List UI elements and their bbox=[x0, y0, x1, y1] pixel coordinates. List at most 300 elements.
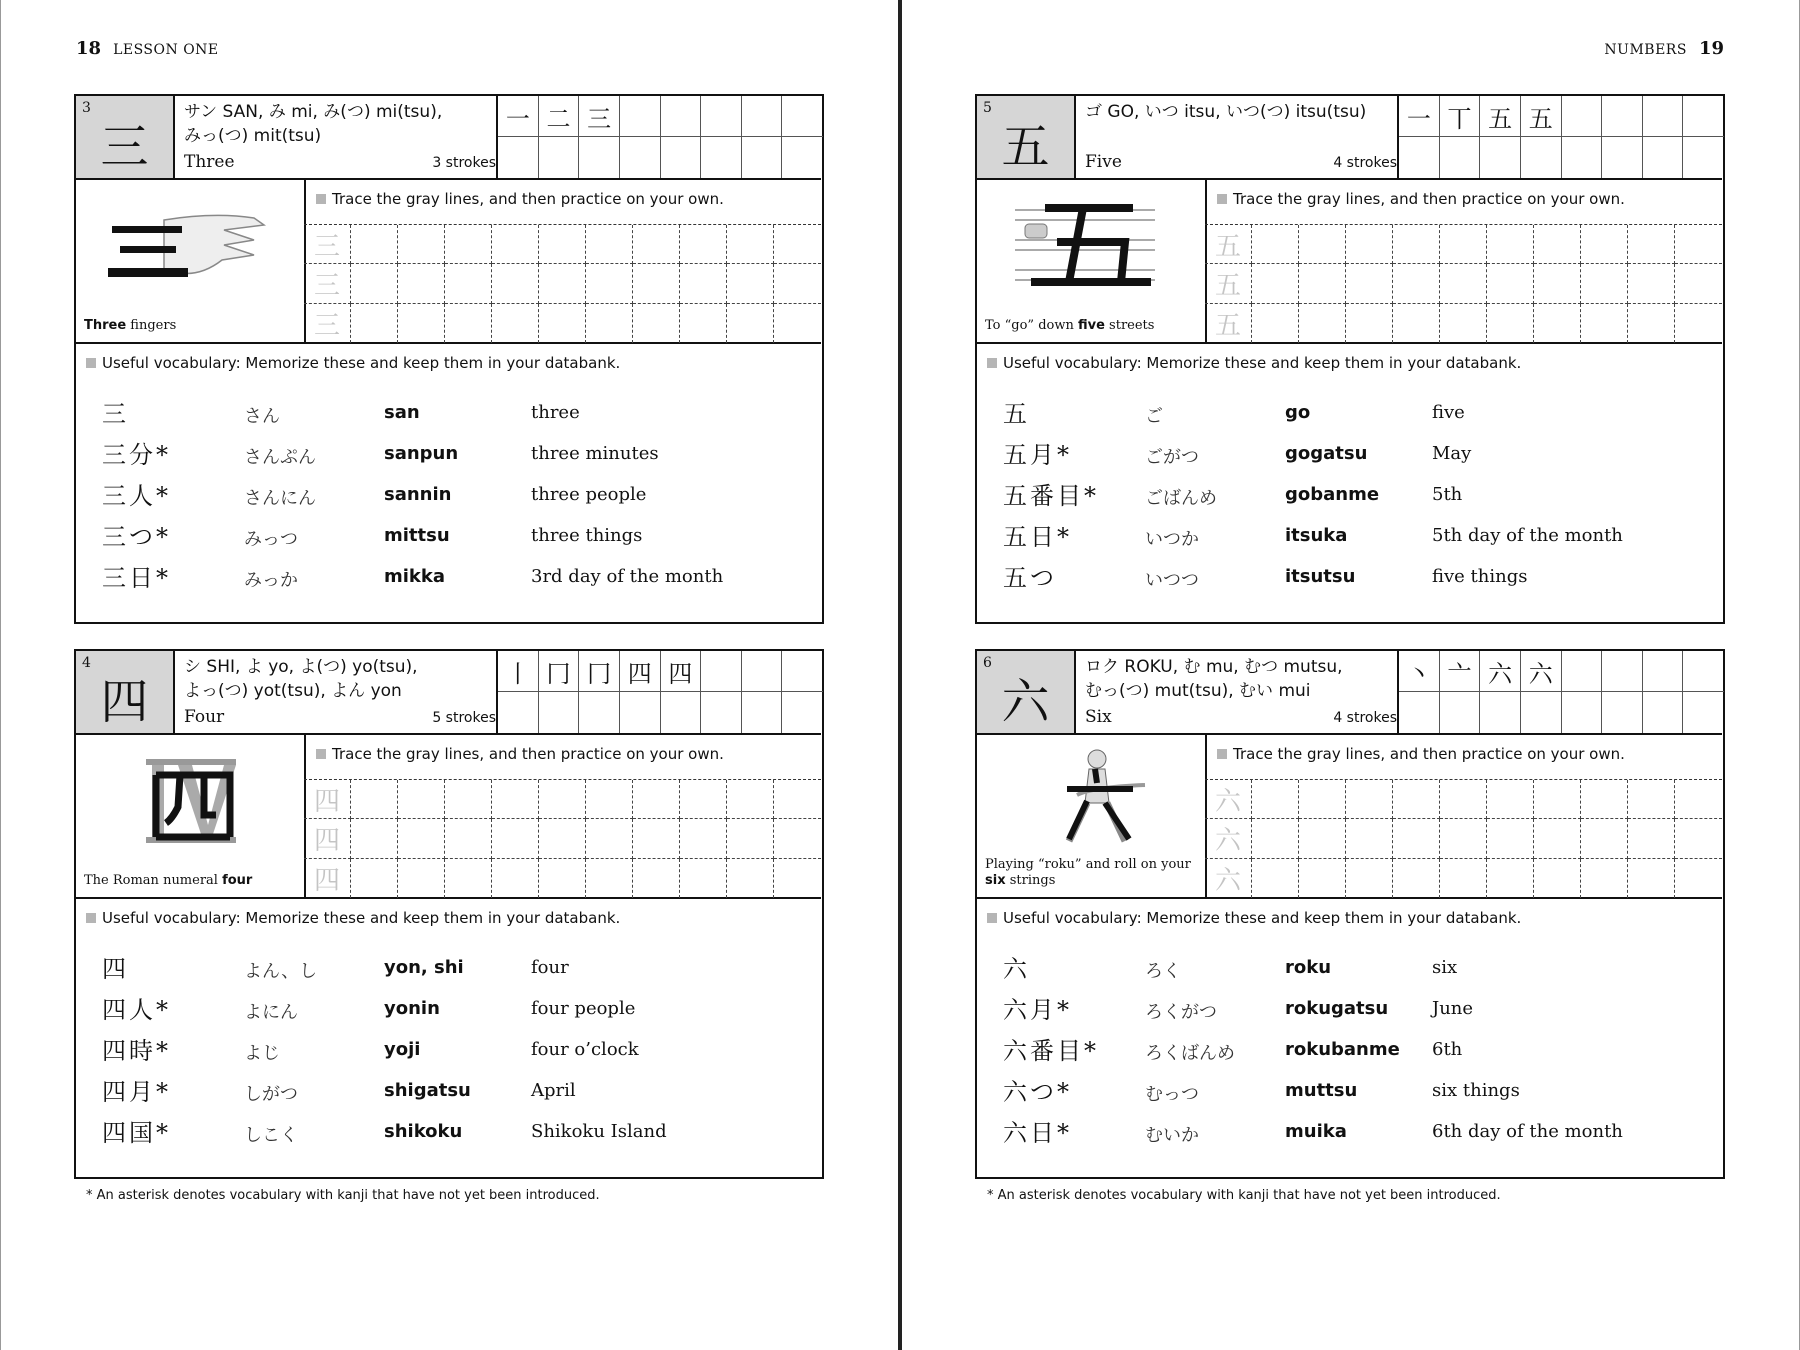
stroke-empty-cell bbox=[1521, 137, 1562, 178]
practice-cell[interactable] bbox=[727, 859, 774, 898]
practice-cell[interactable] bbox=[1346, 304, 1393, 343]
kanji-meaning: Three bbox=[184, 152, 235, 172]
vocab-kanji: 三日* bbox=[102, 564, 171, 592]
practice-cell[interactable] bbox=[1487, 859, 1534, 898]
bullet-square-icon bbox=[86, 913, 96, 923]
vocab-row bbox=[977, 476, 1722, 517]
stroke-empty-cell bbox=[742, 137, 783, 178]
practice-cell[interactable] bbox=[445, 264, 492, 303]
practice-cell[interactable] bbox=[1675, 780, 1722, 819]
practice-cell[interactable] bbox=[1252, 264, 1299, 303]
stroke-empty-cell bbox=[1683, 96, 1724, 137]
vocab-row bbox=[76, 476, 821, 517]
vocab-row bbox=[977, 517, 1722, 558]
stroke-step: 一 bbox=[498, 96, 539, 137]
stroke-empty-cell bbox=[620, 692, 661, 733]
practice-cell[interactable] bbox=[492, 780, 539, 819]
stroke-empty-cell bbox=[742, 96, 783, 137]
practice-cell[interactable] bbox=[1581, 304, 1628, 343]
practice-cell[interactable] bbox=[586, 264, 633, 303]
practice-cell[interactable] bbox=[1675, 304, 1722, 343]
kanji-character: 四 bbox=[100, 674, 149, 730]
practice-cell[interactable] bbox=[1581, 859, 1628, 898]
vocab-kanji: 四 bbox=[102, 955, 129, 983]
stroke-count: 4 strokes bbox=[1333, 155, 1397, 171]
practice-cell[interactable] bbox=[539, 304, 586, 343]
practice-cell[interactable] bbox=[1534, 819, 1581, 858]
stroke-empty-cell bbox=[1562, 692, 1603, 733]
stroke-empty-cell bbox=[1602, 137, 1643, 178]
stroke-empty-cell bbox=[782, 692, 823, 733]
practice-cell[interactable] bbox=[680, 819, 727, 858]
three-fingers-illustration bbox=[104, 190, 274, 300]
practice-cell[interactable] bbox=[1393, 859, 1440, 898]
vocab-english: three bbox=[531, 402, 580, 423]
vocab-kanji: 六 bbox=[1003, 955, 1030, 983]
stroke-empty-cell bbox=[1399, 692, 1440, 733]
vocab-romaji: sannin bbox=[384, 484, 452, 505]
trace-instructions bbox=[1217, 745, 1625, 763]
reading-line-1: ロク ROKU, む mu, むつ mutsu, bbox=[1085, 657, 1343, 677]
caption-text: streets bbox=[1104, 318, 1155, 333]
vocab-english: April bbox=[531, 1080, 576, 1101]
footnote: * An asterisk denotes vocabulary with kanji that have not yet been introduced. bbox=[987, 1188, 1501, 1203]
stroke-empty-cell bbox=[1562, 96, 1603, 137]
reading-line-2: むっ(つ) mut(tsu), むい mui bbox=[1085, 681, 1311, 701]
practice-cell[interactable] bbox=[1299, 264, 1346, 303]
practice-cell[interactable] bbox=[1675, 859, 1722, 898]
vocab-kanji: 四国* bbox=[102, 1119, 171, 1147]
stroke-empty-cell bbox=[1602, 651, 1643, 692]
vocabulary-heading bbox=[987, 909, 1521, 927]
vocab-romaji: shikoku bbox=[384, 1121, 463, 1142]
bullet-square-icon bbox=[987, 913, 997, 923]
practice-cell[interactable] bbox=[1628, 304, 1675, 343]
bullet-square-icon bbox=[316, 194, 326, 204]
vocab-row bbox=[977, 1031, 1722, 1072]
practice-cell[interactable] bbox=[1628, 859, 1675, 898]
practice-cell[interactable] bbox=[586, 780, 633, 819]
practice-cell[interactable] bbox=[586, 859, 633, 898]
stroke-order-grid bbox=[496, 651, 823, 733]
vocab-romaji: muttsu bbox=[1285, 1080, 1358, 1101]
practice-cell[interactable] bbox=[1628, 264, 1675, 303]
vocabulary-list bbox=[76, 394, 821, 599]
practice-cell[interactable] bbox=[586, 225, 633, 264]
kanji-meaning: Six bbox=[1085, 707, 1112, 727]
practice-cell[interactable] bbox=[351, 780, 398, 819]
trace-guide-cell[interactable]: 六 bbox=[1205, 859, 1252, 898]
stroke-empty-cell bbox=[539, 692, 580, 733]
practice-cell[interactable] bbox=[1487, 264, 1534, 303]
vocab-row bbox=[76, 990, 821, 1031]
practice-cell[interactable] bbox=[633, 304, 680, 343]
practice-cell[interactable] bbox=[1440, 225, 1487, 264]
practice-cell[interactable] bbox=[539, 225, 586, 264]
vocab-english: four people bbox=[531, 998, 636, 1019]
stroke-empty-cell bbox=[742, 692, 783, 733]
practice-cell[interactable] bbox=[351, 225, 398, 264]
reading-line-1: サン SAN, み mi, み(つ) mi(tsu), bbox=[184, 102, 443, 122]
vocab-romaji: gogatsu bbox=[1285, 443, 1368, 464]
vocabulary-heading bbox=[86, 354, 620, 372]
practice-cell[interactable] bbox=[633, 780, 680, 819]
stroke-empty-cell bbox=[701, 137, 742, 178]
practice-cell[interactable] bbox=[1675, 225, 1722, 264]
mnemonic-caption bbox=[985, 857, 1200, 889]
practice-cell[interactable] bbox=[1299, 859, 1346, 898]
practice-cell[interactable] bbox=[492, 225, 539, 264]
mnemonic-panel bbox=[76, 178, 306, 342]
stroke-step: 一 bbox=[1399, 96, 1440, 137]
practice-cell[interactable] bbox=[1252, 304, 1299, 343]
kanji-character: 三 bbox=[100, 119, 149, 175]
practice-cell[interactable] bbox=[351, 304, 398, 343]
practice-cell[interactable] bbox=[1675, 819, 1722, 858]
trace-guide-cell[interactable]: 三 bbox=[304, 225, 351, 264]
roman-numeral-four-illustration bbox=[104, 745, 274, 855]
page-title: LESSON ONE bbox=[113, 42, 219, 58]
caption-text: The Roman numeral bbox=[84, 873, 223, 888]
vocab-kana: ろくばんめ bbox=[1145, 1043, 1235, 1064]
stroke-empty-cell bbox=[1480, 137, 1521, 178]
vocab-english: four o’clock bbox=[531, 1039, 639, 1060]
vocab-row bbox=[977, 990, 1722, 1031]
vocab-kana: むっつ bbox=[1145, 1084, 1199, 1105]
vocabulary-heading-text: Useful vocabulary: Memorize these and keep them in your databank. bbox=[102, 909, 621, 927]
vocab-kana: ご bbox=[1145, 406, 1163, 427]
practice-cell[interactable] bbox=[1487, 225, 1534, 264]
vocab-kanji: 六月* bbox=[1003, 996, 1072, 1024]
practice-cell[interactable] bbox=[680, 859, 727, 898]
caption-keyword: five bbox=[1077, 318, 1105, 333]
practice-cell[interactable] bbox=[351, 859, 398, 898]
stroke-empty-cell bbox=[1480, 692, 1521, 733]
vocab-kana: しがつ bbox=[244, 1084, 298, 1105]
practice-cell[interactable] bbox=[351, 819, 398, 858]
tracing-grid bbox=[1205, 779, 1722, 898]
practice-cell[interactable] bbox=[445, 225, 492, 264]
practice-cell[interactable] bbox=[1534, 225, 1581, 264]
vocab-english: 3rd day of the month bbox=[531, 566, 724, 587]
vocab-romaji: san bbox=[384, 402, 420, 423]
practice-cell[interactable] bbox=[1299, 819, 1346, 858]
trace-guide-cell[interactable]: 六 bbox=[1205, 780, 1252, 819]
vocab-english: three things bbox=[531, 525, 643, 546]
practice-cell[interactable] bbox=[492, 859, 539, 898]
mnemonic-panel bbox=[977, 733, 1207, 897]
stroke-empty-cell bbox=[661, 96, 702, 137]
card-header bbox=[977, 96, 1722, 180]
practice-cell[interactable] bbox=[1534, 304, 1581, 343]
practice-cell[interactable] bbox=[398, 780, 445, 819]
practice-cell[interactable] bbox=[1346, 780, 1393, 819]
kanji-box bbox=[977, 96, 1076, 178]
trace-guide-cell[interactable]: 四 bbox=[304, 819, 351, 858]
vocab-english: six things bbox=[1432, 1080, 1520, 1101]
practice-cell[interactable] bbox=[539, 264, 586, 303]
practice-cell[interactable] bbox=[1440, 859, 1487, 898]
vocab-kanji: 五 bbox=[1003, 400, 1030, 428]
practice-cell[interactable] bbox=[445, 304, 492, 343]
vocab-kana: みっか bbox=[244, 570, 298, 591]
vocab-kanji: 五月* bbox=[1003, 441, 1072, 469]
vocabulary-section bbox=[76, 897, 821, 1177]
practice-cell[interactable] bbox=[1487, 819, 1534, 858]
vocab-row bbox=[977, 1072, 1722, 1113]
vocab-kanji: 六番目* bbox=[1003, 1037, 1099, 1065]
practice-cell[interactable] bbox=[1581, 225, 1628, 264]
practice-cell[interactable] bbox=[492, 264, 539, 303]
vocab-kanji: 三分* bbox=[102, 441, 171, 469]
practice-cell[interactable] bbox=[1299, 304, 1346, 343]
stroke-empty-cell bbox=[1440, 137, 1481, 178]
vocab-row bbox=[76, 517, 821, 558]
tracing-grid bbox=[304, 224, 821, 343]
stroke-empty-cell bbox=[661, 692, 702, 733]
vocabulary-heading-text: Useful vocabulary: Memorize these and keep them in your databank. bbox=[1003, 909, 1522, 927]
practice-cell[interactable] bbox=[1346, 225, 1393, 264]
practice-cell[interactable] bbox=[1252, 819, 1299, 858]
stroke-step: 五 bbox=[1521, 96, 1562, 137]
vocab-kanji: 六つ* bbox=[1003, 1078, 1072, 1106]
practice-cell[interactable] bbox=[1346, 819, 1393, 858]
vocab-english: June bbox=[1432, 998, 1474, 1019]
practice-cell[interactable] bbox=[680, 225, 727, 264]
vocab-kanji: 四人* bbox=[102, 996, 171, 1024]
vocab-english: Shikoku Island bbox=[531, 1121, 667, 1142]
stroke-empty-cell bbox=[579, 137, 620, 178]
practice-cell[interactable] bbox=[1393, 780, 1440, 819]
caption-keyword: six bbox=[985, 873, 1006, 888]
practice-cell[interactable] bbox=[539, 819, 586, 858]
stroke-empty-cell bbox=[782, 651, 823, 692]
practice-cell[interactable] bbox=[774, 304, 821, 343]
stroke-empty-cell bbox=[1643, 651, 1684, 692]
practice-cell[interactable] bbox=[1346, 859, 1393, 898]
trace-guide-cell[interactable]: 五 bbox=[1205, 225, 1252, 264]
trace-guide-cell[interactable]: 四 bbox=[304, 780, 351, 819]
practice-cell[interactable] bbox=[1487, 780, 1534, 819]
practice-cell[interactable] bbox=[1534, 264, 1581, 303]
practice-cell[interactable] bbox=[1393, 225, 1440, 264]
trace-guide-cell[interactable]: 六 bbox=[1205, 819, 1252, 858]
practice-cell[interactable] bbox=[492, 819, 539, 858]
practice-cell[interactable] bbox=[398, 819, 445, 858]
vocab-english: 5th bbox=[1432, 484, 1463, 505]
practice-cell[interactable] bbox=[1299, 225, 1346, 264]
practice-cell[interactable] bbox=[1440, 264, 1487, 303]
stroke-empty-cell bbox=[1643, 692, 1684, 733]
practice-cell[interactable] bbox=[398, 264, 445, 303]
practice-cell[interactable] bbox=[1299, 780, 1346, 819]
bullet-square-icon bbox=[316, 749, 326, 759]
reading-line-1: ゴ GO, いつ itsu, いつ(つ) itsu(tsu) bbox=[1085, 102, 1367, 122]
vocabulary-heading-text: Useful vocabulary: Memorize these and keep them in your databank. bbox=[1003, 354, 1522, 372]
stroke-empty-cell bbox=[1643, 96, 1684, 137]
vocab-english: four bbox=[531, 957, 569, 978]
practice-cell[interactable] bbox=[1393, 264, 1440, 303]
stroke-empty-cell bbox=[782, 137, 823, 178]
stroke-empty-cell bbox=[1521, 692, 1562, 733]
card-header bbox=[977, 651, 1722, 735]
practice-cell[interactable] bbox=[633, 264, 680, 303]
practice-cell[interactable] bbox=[539, 859, 586, 898]
practice-cell[interactable] bbox=[1346, 264, 1393, 303]
practice-cell[interactable] bbox=[1440, 304, 1487, 343]
vocab-romaji: yon, shi bbox=[384, 957, 464, 978]
practice-cell[interactable] bbox=[1252, 225, 1299, 264]
vocab-english: 6th day of the month bbox=[1432, 1121, 1623, 1142]
practice-cell[interactable] bbox=[539, 780, 586, 819]
vocab-english: 5th day of the month bbox=[1432, 525, 1623, 546]
practice-cell[interactable] bbox=[774, 225, 821, 264]
trace-guide-cell[interactable]: 三 bbox=[304, 304, 351, 343]
vocab-kanji: 五日* bbox=[1003, 523, 1072, 551]
stroke-empty-cell bbox=[742, 651, 783, 692]
vocabulary-section bbox=[977, 342, 1722, 622]
practice-cell[interactable] bbox=[1252, 859, 1299, 898]
vocab-english: three minutes bbox=[531, 443, 659, 464]
stroke-empty-cell bbox=[1643, 137, 1684, 178]
vocab-row bbox=[977, 949, 1722, 990]
kanji-character: 六 bbox=[1001, 674, 1050, 730]
practice-cell[interactable] bbox=[774, 264, 821, 303]
mnemonic-panel bbox=[977, 178, 1207, 342]
page-number: 18 bbox=[76, 38, 102, 59]
practice-cell[interactable] bbox=[1628, 819, 1675, 858]
vocab-row bbox=[977, 558, 1722, 599]
trace-guide-cell[interactable]: 三 bbox=[304, 264, 351, 303]
practice-cell[interactable] bbox=[1440, 780, 1487, 819]
practice-cell[interactable] bbox=[1581, 264, 1628, 303]
practice-cell[interactable] bbox=[633, 225, 680, 264]
left-page bbox=[0, 0, 898, 1350]
practice-cell[interactable] bbox=[445, 859, 492, 898]
practice-cell[interactable] bbox=[727, 819, 774, 858]
vocab-kana: ろく bbox=[1145, 961, 1181, 982]
trace-instructions bbox=[316, 745, 724, 763]
practice-cell[interactable] bbox=[633, 859, 680, 898]
practice-cell[interactable] bbox=[1440, 819, 1487, 858]
practice-cell[interactable] bbox=[1581, 780, 1628, 819]
practice-cell[interactable] bbox=[680, 264, 727, 303]
card-header bbox=[76, 96, 821, 180]
kanji-number: 4 bbox=[82, 655, 91, 671]
practice-cell[interactable] bbox=[586, 304, 633, 343]
tracing-grid bbox=[304, 779, 821, 898]
stroke-empty-cell bbox=[620, 96, 661, 137]
practice-cell[interactable] bbox=[398, 859, 445, 898]
vocab-kana: ろくがつ bbox=[1145, 1002, 1217, 1023]
stroke-order-grid bbox=[496, 96, 823, 178]
vocabulary-section bbox=[977, 897, 1722, 1177]
practice-cell[interactable] bbox=[1581, 819, 1628, 858]
practice-cell[interactable] bbox=[680, 780, 727, 819]
stroke-step: 二 bbox=[539, 96, 580, 137]
vocab-row bbox=[76, 558, 821, 599]
vocab-kanji: 三人* bbox=[102, 482, 171, 510]
vocab-romaji: muika bbox=[1285, 1121, 1347, 1142]
page-header bbox=[76, 38, 219, 59]
page-number: 19 bbox=[1698, 38, 1724, 59]
stroke-step: 丨 bbox=[498, 651, 539, 692]
practice-cell[interactable] bbox=[680, 304, 727, 343]
practice-cell[interactable] bbox=[1393, 304, 1440, 343]
mnemonic-caption bbox=[985, 318, 1200, 334]
practice-cell[interactable] bbox=[727, 304, 774, 343]
stroke-step: 三 bbox=[579, 96, 620, 137]
bullet-square-icon bbox=[987, 358, 997, 368]
stroke-step: 亠 bbox=[1440, 651, 1481, 692]
practice-cell[interactable] bbox=[774, 859, 821, 898]
caption-text: strings bbox=[1005, 873, 1056, 888]
practice-cell[interactable] bbox=[1487, 304, 1534, 343]
vocab-kanji: 六日* bbox=[1003, 1119, 1072, 1147]
practice-cell[interactable] bbox=[727, 225, 774, 264]
practice-cell[interactable] bbox=[1628, 780, 1675, 819]
practice-cell[interactable] bbox=[492, 304, 539, 343]
stroke-empty-cell bbox=[1683, 692, 1724, 733]
practice-cell[interactable] bbox=[445, 819, 492, 858]
practice-cell[interactable] bbox=[774, 819, 821, 858]
caption-text: To “go” down bbox=[985, 318, 1078, 333]
practice-cell[interactable] bbox=[727, 264, 774, 303]
vocab-row bbox=[76, 1072, 821, 1113]
vocabulary-heading bbox=[86, 909, 620, 927]
vocab-row bbox=[977, 435, 1722, 476]
right-page bbox=[902, 0, 1800, 1350]
stroke-step: 四 bbox=[620, 651, 661, 692]
practice-cell[interactable] bbox=[1675, 264, 1722, 303]
vocab-kanji: 四月* bbox=[102, 1078, 171, 1106]
trace-guide-cell[interactable]: 四 bbox=[304, 859, 351, 898]
trace-guide-cell[interactable]: 五 bbox=[1205, 264, 1252, 303]
vocabulary-list bbox=[977, 949, 1722, 1154]
mnemonic-caption bbox=[84, 873, 299, 889]
vocab-kana: しこく bbox=[244, 1125, 298, 1146]
practice-cell[interactable] bbox=[1252, 780, 1299, 819]
vocab-kana: さん bbox=[244, 406, 280, 427]
stroke-count: 3 strokes bbox=[432, 155, 496, 171]
kanji-card-4 bbox=[74, 649, 824, 1179]
practice-cell[interactable] bbox=[1534, 859, 1581, 898]
vocab-english: 6th bbox=[1432, 1039, 1463, 1060]
caption-keyword: four bbox=[222, 873, 253, 888]
vocab-kana: いつつ bbox=[1145, 570, 1199, 591]
practice-cell[interactable] bbox=[398, 225, 445, 264]
practice-cell[interactable] bbox=[1534, 780, 1581, 819]
vocab-kanji: 四時* bbox=[102, 1037, 171, 1065]
practice-cell[interactable] bbox=[445, 780, 492, 819]
practice-cell[interactable] bbox=[633, 819, 680, 858]
vocab-romaji: yonin bbox=[384, 998, 440, 1019]
stroke-step: 丅 bbox=[1440, 96, 1481, 137]
practice-cell[interactable] bbox=[727, 780, 774, 819]
practice-cell[interactable] bbox=[586, 819, 633, 858]
stroke-empty-cell bbox=[498, 137, 539, 178]
stroke-order-grid bbox=[1397, 96, 1724, 178]
practice-cell[interactable] bbox=[351, 264, 398, 303]
practice-cell[interactable] bbox=[1628, 225, 1675, 264]
practice-cell[interactable] bbox=[1393, 819, 1440, 858]
practice-cell[interactable] bbox=[774, 780, 821, 819]
kanji-character: 五 bbox=[1001, 119, 1050, 175]
trace-guide-cell[interactable]: 五 bbox=[1205, 304, 1252, 343]
stroke-empty-cell bbox=[1683, 651, 1724, 692]
practice-cell[interactable] bbox=[398, 304, 445, 343]
stroke-empty-cell bbox=[701, 692, 742, 733]
